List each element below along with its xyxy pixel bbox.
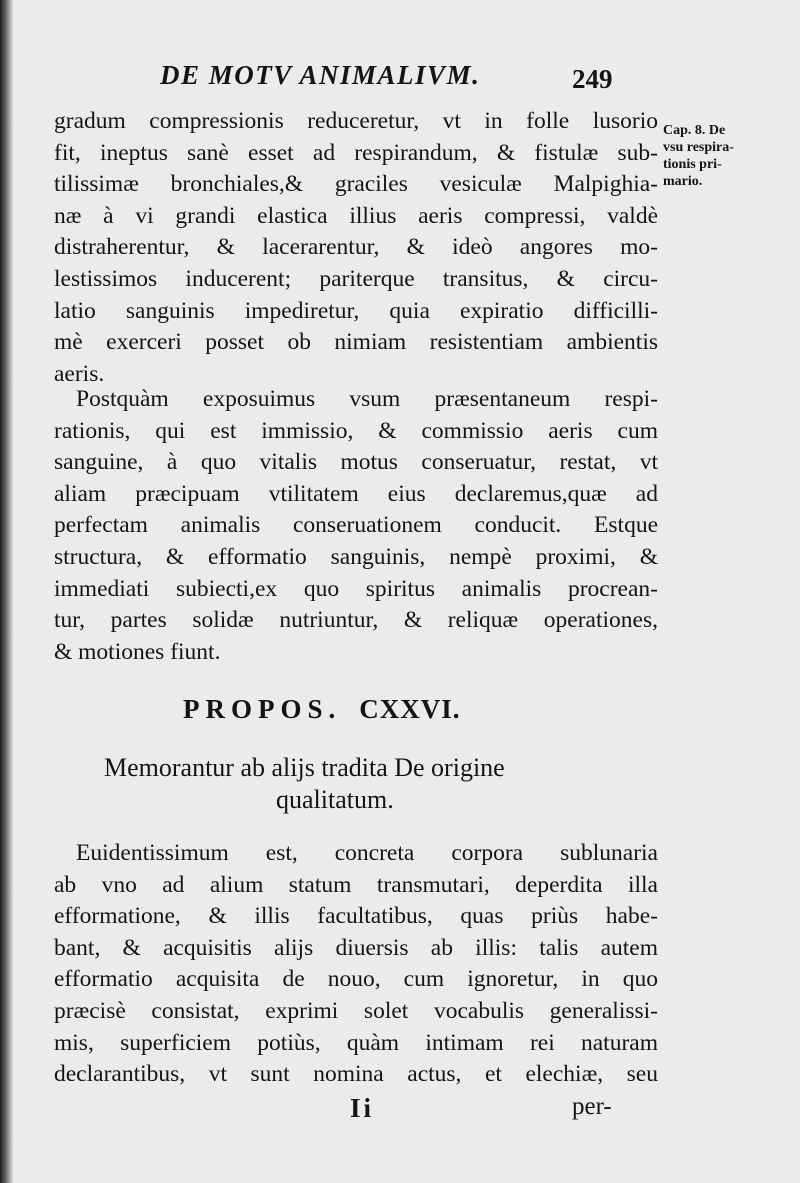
margin-note-line: Cap. 8. De	[663, 123, 726, 138]
text-line: aliam præcipuam vtilitatem eius declaremus,quæ ad	[54, 480, 658, 507]
proposition-number: CXXVI.	[359, 694, 461, 724]
paragraph-2	[54, 384, 658, 668]
subheading-line: qualitatum.	[276, 785, 394, 814]
text-line: præcisè consistat, exprimi solet vocabulis generalissi-	[54, 997, 658, 1024]
text-line: fit, ineptus sanè esset ad respirandum, & fistulæ sub-	[54, 139, 658, 166]
subheading-line: Memorantur ab alijs tradita De origine	[104, 753, 505, 782]
text-line: perfectam animalis conseruationem conducit. Estque	[54, 512, 658, 539]
margin-note-line: mario.	[663, 174, 703, 189]
paragraph-3	[54, 838, 658, 1091]
running-title: DE MOTV ANIMALIVM.	[160, 60, 481, 90]
proposition-subheading	[104, 752, 505, 816]
text-line: næ à vi grandi elastica illius aeris compressi, valdè	[54, 202, 658, 229]
text-line: rationis, qui est immissio, & commissio aeris cum	[54, 417, 658, 444]
signature-mark: Ii	[350, 1093, 375, 1123]
margin-note-line: tionis pri-	[663, 157, 722, 172]
text-line: mis, superficiem potiùs, quàm intimam rei naturam	[54, 1029, 658, 1056]
margin-note-line: vsu respira-	[663, 140, 734, 155]
catchword: per-	[572, 1093, 612, 1120]
gutter-shadow	[0, 0, 14, 1183]
text-line: bant, & acquisitis alijs diuersis ab illis: talis autem	[54, 934, 658, 961]
text-line: gradum compressionis reduceretur, vt in folle lusorio	[54, 108, 658, 134]
text-line: mè exerceri posset ob nimiam resistentiam ambientis	[54, 329, 658, 356]
text-line: tur, partes solidæ nutriuntur, & reliquæ operationes,	[54, 607, 658, 634]
text-line: declarantibus, vt sunt nomina actus, et elechiæ, seu	[54, 1061, 658, 1088]
text-line: structura, & efformatio sanguinis, nempè proximi, &	[54, 543, 658, 570]
proposition-label: PROPOS.	[183, 694, 342, 724]
margin-note	[663, 122, 793, 190]
text-line: latio sanguinis impediretur, quia expiratio difficilli-	[54, 297, 658, 324]
text-line: sanguine, à quo vitalis motus conseruatur, restat, vt	[54, 449, 658, 476]
text-line: Postquàm exposuimus vsum præsentaneum respi-	[76, 386, 658, 412]
proposition-heading	[183, 694, 461, 725]
paragraph-1	[54, 106, 658, 390]
text-line: efformatio acquisita de nouo, cum ignoretur, in quo	[54, 966, 658, 993]
text-line: & motiones fiunt.	[54, 638, 221, 665]
text-line: efformatione, & illis facultatibus, quas priùs habe-	[54, 903, 658, 930]
text-line: distraherentur, & lacerarentur, & ideò angores mo-	[54, 234, 658, 261]
text-line: ab vno ad alium statum transmutari, deperdita illa	[54, 871, 658, 898]
text-line: aeris.	[54, 360, 105, 387]
text-line: lestissimos inducerent; pariterque transitus, & circu-	[54, 265, 658, 292]
text-line: immediati subiecti,ex quo spiritus animalis procrean-	[54, 575, 658, 602]
text-line: Euidentissimum est, concreta corpora sublunaria	[76, 840, 658, 866]
running-head	[160, 58, 640, 98]
text-line: tilissimæ bronchiales,& graciles vesiculæ Malpighia-	[54, 171, 658, 198]
page-number: 249	[572, 64, 613, 94]
